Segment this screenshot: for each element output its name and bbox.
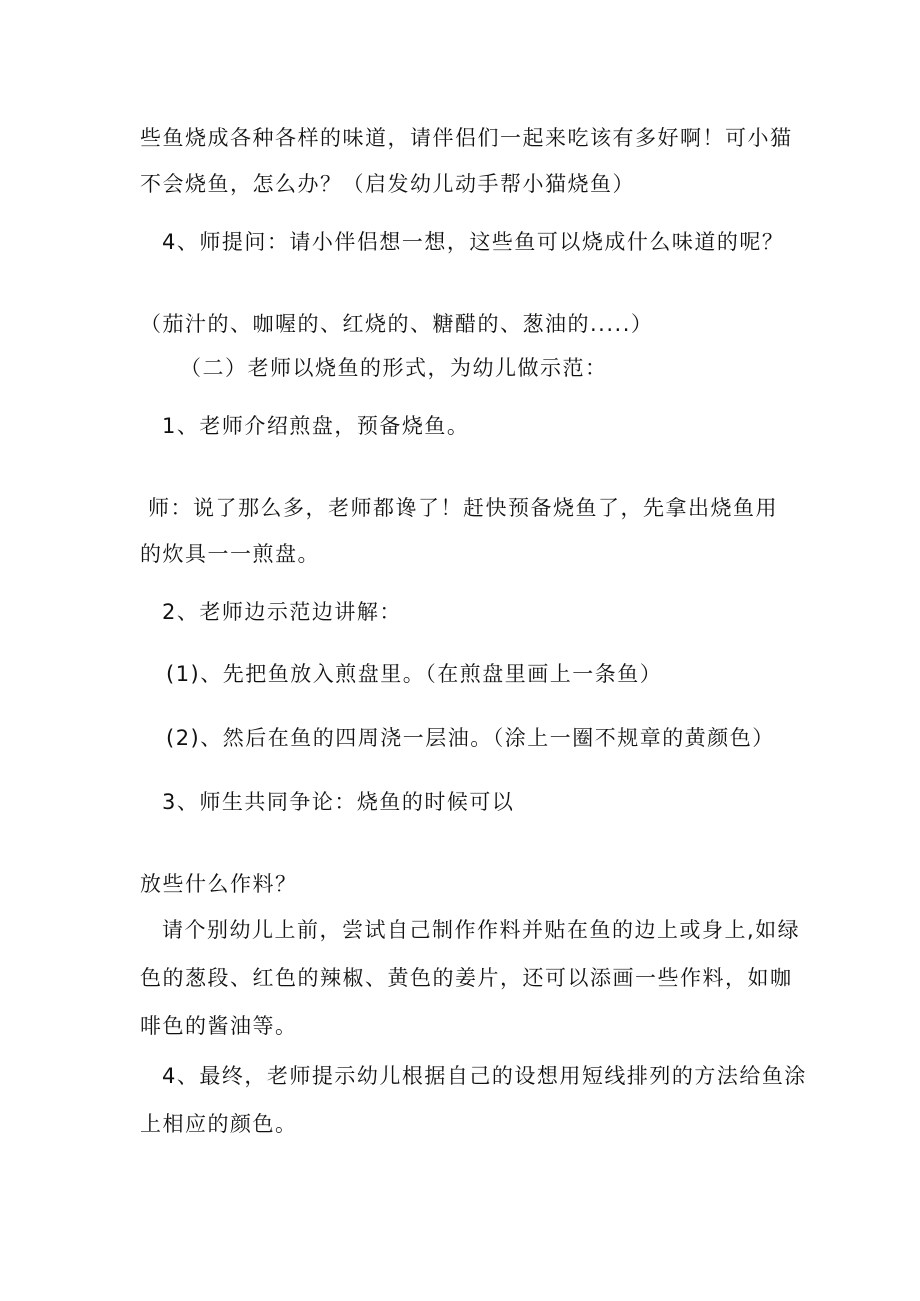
paragraph-line: 请个别幼儿上前，尝试自己制作作料并贴在鱼的边上或身上,如绿 (162, 918, 801, 942)
paragraph-line: 的炊具一一煎盘。 (140, 542, 320, 566)
paragraph-line: 4、师提问：请小伴侣想一想，这些鱼可以烧成什么味道的呢？ (162, 230, 785, 254)
paragraph-line: 4、最终，老师提示幼儿根据自己的设想用短线排列的方法给鱼涂 (162, 1064, 807, 1088)
section-heading: （二）老师以烧鱼的形式，为幼儿做示范： (180, 356, 608, 380)
paragraph-line: 些鱼烧成各种各样的味道，请伴侣们一起来吃该有多好啊！可小猫 (140, 126, 793, 150)
paragraph-line: 2、老师边示范边讲解： (162, 600, 402, 624)
paragraph-line: 1、老师介绍煎盘，预备烧鱼。 (162, 414, 470, 438)
paragraph-line: 师：说了那么多，老师都谗了！赶快预备烧鱼了，先拿出烧鱼用 (148, 496, 778, 520)
paragraph-line: 3、师生共同争论：烧鱼的时候可以 (162, 790, 515, 814)
paragraph-line: 啡色的酱油等。 (140, 1014, 298, 1038)
paragraph-line: (2)、然后在鱼的四周浇一层油。（涂上一圈不规章的黄颜色） (166, 726, 775, 750)
paragraph-line: 不会烧鱼，怎么办？（启发幼儿动手帮小猫烧鱼） (140, 172, 635, 196)
paragraph-line: 色的葱段、红色的辣椒、黄色的姜片，还可以添画一些作料，如咖 (140, 966, 793, 990)
paragraph-line: (1)、先把鱼放入煎盘里。（在煎盘里画上一条鱼） (166, 662, 663, 686)
paragraph-line: 放些什么作料？ (140, 872, 298, 896)
paragraph-line: 上相应的颜色。 (140, 1112, 298, 1136)
paragraph-line: （茄汁的、咖喔的、红烧的、糖醋的、葱油的.....） (140, 312, 654, 336)
